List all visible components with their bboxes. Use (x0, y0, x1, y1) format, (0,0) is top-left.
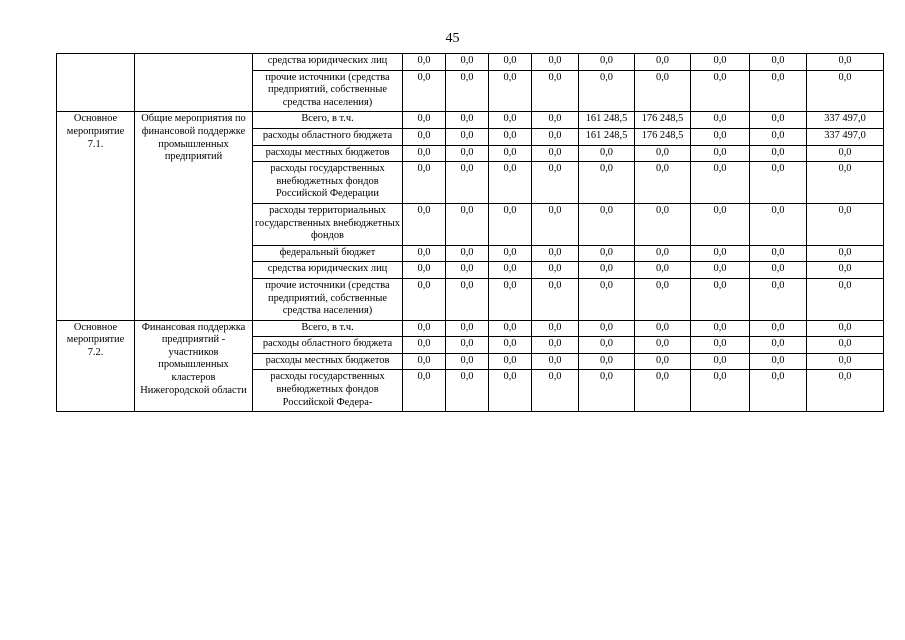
value-cell: 0,0 (579, 262, 635, 279)
value-cell: 0,0 (446, 203, 489, 245)
value-cell: 0,0 (691, 370, 750, 412)
value-cell: 0,0 (489, 353, 532, 370)
value-cell: 0,0 (635, 262, 691, 279)
value-cell: 0,0 (532, 54, 579, 71)
value-cell: 0,0 (691, 278, 750, 320)
value-cell: 0,0 (532, 203, 579, 245)
value-cell: 0,0 (489, 262, 532, 279)
funding-source-cell: расходы областного бюджета (253, 337, 403, 354)
value-cell: 0,0 (750, 145, 807, 162)
table-row (57, 320, 884, 337)
value-cell: 0,0 (750, 320, 807, 337)
value-cell: 0,0 (403, 112, 446, 129)
value-cell: 0,0 (807, 262, 884, 279)
value-cell: 0,0 (489, 54, 532, 71)
value-cell: 0,0 (489, 370, 532, 412)
value-cell: 0,0 (532, 112, 579, 129)
value-cell: 0,0 (807, 278, 884, 320)
value-cell: 0,0 (750, 70, 807, 112)
value-cell: 176 248,5 (635, 128, 691, 145)
value-cell: 0,0 (579, 320, 635, 337)
value-cell: 0,0 (579, 162, 635, 204)
value-cell: 0,0 (403, 262, 446, 279)
value-cell: 0,0 (403, 353, 446, 370)
value-cell: 0,0 (579, 370, 635, 412)
value-cell: 0,0 (489, 162, 532, 204)
funding-source-cell: расходы местных бюджетов (253, 353, 403, 370)
funding-source-cell: федеральный бюджет (253, 245, 403, 262)
value-cell: 0,0 (446, 370, 489, 412)
table-row (57, 112, 884, 129)
value-cell: 0,0 (750, 370, 807, 412)
value-cell: 0,0 (446, 262, 489, 279)
value-cell: 0,0 (532, 262, 579, 279)
value-cell: 0,0 (446, 128, 489, 145)
value-cell: 0,0 (635, 54, 691, 71)
funding-source-cell: Всего, в т.ч. (253, 112, 403, 129)
funding-source-cell: расходы местных бюджетов (253, 145, 403, 162)
value-cell: 0,0 (579, 54, 635, 71)
value-cell: 0,0 (403, 145, 446, 162)
value-cell: 0,0 (750, 278, 807, 320)
value-cell: 0,0 (691, 203, 750, 245)
value-cell: 0,0 (446, 353, 489, 370)
funding-source-cell: средства юридических лиц (253, 54, 403, 71)
value-cell: 0,0 (635, 370, 691, 412)
value-cell: 0,0 (403, 162, 446, 204)
table-row (57, 54, 884, 71)
value-cell: 0,0 (750, 112, 807, 129)
value-cell: 0,0 (691, 70, 750, 112)
activity-title-cell: Финансовая поддержка предприятий - участников промышленных кластеров Нижегородской области (135, 320, 253, 412)
value-cell: 0,0 (489, 337, 532, 354)
value-cell: 0,0 (446, 162, 489, 204)
value-cell: 0,0 (635, 353, 691, 370)
value-cell: 0,0 (403, 54, 446, 71)
value-cell: 0,0 (489, 128, 532, 145)
value-cell: 0,0 (635, 245, 691, 262)
value-cell: 0,0 (403, 203, 446, 245)
value-cell: 0,0 (807, 70, 884, 112)
page-number: 45 (445, 31, 460, 46)
value-cell: 176 248,5 (635, 112, 691, 129)
value-cell: 0,0 (807, 145, 884, 162)
value-cell: 0,0 (532, 337, 579, 354)
funding-source-cell: Всего, в т.ч. (253, 320, 403, 337)
value-cell: 0,0 (489, 112, 532, 129)
value-cell: 0,0 (750, 353, 807, 370)
value-cell: 0,0 (635, 70, 691, 112)
funding-source-cell: прочие источники (средства предприятий, собственные средства населения) (253, 278, 403, 320)
value-cell: 0,0 (403, 278, 446, 320)
value-cell: 0,0 (635, 337, 691, 354)
budget-table (56, 53, 884, 412)
value-cell: 337 497,0 (807, 128, 884, 145)
value-cell: 0,0 (403, 70, 446, 112)
value-cell: 0,0 (489, 203, 532, 245)
value-cell: 0,0 (489, 70, 532, 112)
value-cell: 0,0 (489, 145, 532, 162)
value-cell: 0,0 (532, 320, 579, 337)
value-cell: 0,0 (532, 70, 579, 112)
value-cell: 0,0 (446, 112, 489, 129)
value-cell: 0,0 (691, 337, 750, 354)
value-cell: 0,0 (532, 128, 579, 145)
value-cell: 0,0 (579, 337, 635, 354)
value-cell: 0,0 (446, 278, 489, 320)
value-cell: 0,0 (691, 112, 750, 129)
value-cell: 0,0 (579, 278, 635, 320)
value-cell: 0,0 (807, 370, 884, 412)
value-cell: 0,0 (446, 245, 489, 262)
value-cell: 0,0 (807, 337, 884, 354)
value-cell: 0,0 (579, 145, 635, 162)
value-cell: 0,0 (750, 162, 807, 204)
funding-source-cell: расходы государственных внебюджетных фондов Российской Федерации (253, 162, 403, 204)
value-cell: 0,0 (446, 54, 489, 71)
value-cell: 0,0 (691, 320, 750, 337)
value-cell: 0,0 (446, 145, 489, 162)
value-cell: 0,0 (579, 203, 635, 245)
value-cell: 0,0 (635, 278, 691, 320)
activity-label-cell: Основное мероприятие 7.1. (57, 112, 135, 320)
value-cell: 0,0 (750, 245, 807, 262)
value-cell: 0,0 (807, 353, 884, 370)
empty-cell (57, 54, 135, 112)
value-cell: 337 497,0 (807, 112, 884, 129)
value-cell: 0,0 (807, 203, 884, 245)
value-cell: 0,0 (807, 162, 884, 204)
empty-cell (135, 54, 253, 112)
value-cell: 0,0 (532, 353, 579, 370)
value-cell: 0,0 (691, 162, 750, 204)
value-cell: 0,0 (489, 245, 532, 262)
value-cell: 161 248,5 (579, 112, 635, 129)
value-cell: 0,0 (446, 337, 489, 354)
value-cell: 0,0 (489, 320, 532, 337)
value-cell: 0,0 (403, 370, 446, 412)
value-cell: 0,0 (750, 337, 807, 354)
value-cell: 0,0 (750, 262, 807, 279)
funding-source-cell: расходы государственных внебюджетных фондов Российской Федера- (253, 370, 403, 412)
value-cell: 0,0 (532, 278, 579, 320)
value-cell: 0,0 (403, 128, 446, 145)
value-cell: 0,0 (807, 54, 884, 71)
value-cell: 0,0 (532, 162, 579, 204)
value-cell: 0,0 (691, 128, 750, 145)
value-cell: 0,0 (446, 320, 489, 337)
value-cell: 0,0 (579, 245, 635, 262)
value-cell: 0,0 (446, 70, 489, 112)
value-cell: 0,0 (635, 162, 691, 204)
funding-source-cell: расходы областного бюджета (253, 128, 403, 145)
value-cell: 0,0 (691, 353, 750, 370)
value-cell: 0,0 (807, 245, 884, 262)
value-cell: 0,0 (691, 262, 750, 279)
value-cell: 0,0 (489, 278, 532, 320)
value-cell: 0,0 (532, 145, 579, 162)
value-cell: 0,0 (532, 245, 579, 262)
value-cell: 0,0 (750, 203, 807, 245)
funding-source-cell: прочие источники (средства предприятий, собственные средства населения) (253, 70, 403, 112)
value-cell: 0,0 (635, 145, 691, 162)
value-cell: 0,0 (579, 353, 635, 370)
value-cell: 0,0 (579, 70, 635, 112)
value-cell: 0,0 (635, 320, 691, 337)
activity-label-cell: Основное мероприятие 7.2. (57, 320, 135, 412)
value-cell: 0,0 (691, 245, 750, 262)
value-cell: 0,0 (691, 145, 750, 162)
value-cell: 0,0 (807, 320, 884, 337)
activity-title-cell: Общие мероприятия по финансовой поддержке промышленных предприятий (135, 112, 253, 320)
value-cell: 0,0 (532, 370, 579, 412)
funding-source-cell: расходы территориальных государственных внебюджетных фондов (253, 203, 403, 245)
value-cell: 0,0 (750, 54, 807, 71)
value-cell: 0,0 (691, 54, 750, 71)
value-cell: 0,0 (635, 203, 691, 245)
funding-source-cell: средства юридических лиц (253, 262, 403, 279)
value-cell: 0,0 (403, 245, 446, 262)
value-cell: 161 248,5 (579, 128, 635, 145)
value-cell: 0,0 (403, 320, 446, 337)
value-cell: 0,0 (403, 337, 446, 354)
value-cell: 0,0 (750, 128, 807, 145)
